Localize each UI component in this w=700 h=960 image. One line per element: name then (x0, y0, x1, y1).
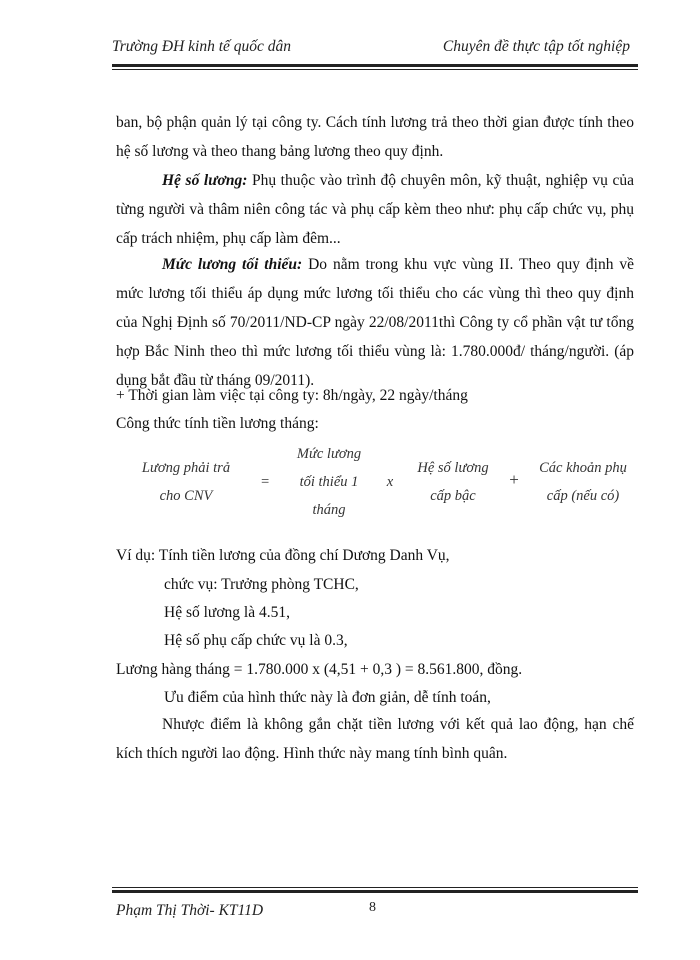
term-muc-luong-toi-thieu: Mức lương tối thiểu: (162, 256, 303, 273)
advantage-line: Ưu điểm của hình thức này là đơn giản, dễ tính toán, (164, 689, 491, 706)
paragraph-1: ban, bộ phận quản lý tại công ty. Cách tính lương trả theo thời gian được tính theo hệ số lương và theo thang bảng lương theo quy định. (116, 114, 634, 160)
work-time-line: + Thời gian làm việc tại công ty: 8h/ngày, 22 ngày/tháng (116, 387, 468, 404)
formula-lhs (124, 454, 248, 510)
text-muc-luong-toi-thieu: Do nằm trong khu vực vùng II. Theo quy định về mức lương tối thiểu áp dụng mức lương tối thiểu cho các vùng thì theo quy định của Nghị Định số 70/2011/ND-CP ngày 22/08/2011thì Công ty cổ phần vật tư tổng hợp Bắc Ninh theo thì mức lương tối thiểu vùng là: 1.780.000đ/ tháng/người. (áp dụng bắt đầu từ tháng 09/2011). (116, 256, 634, 389)
header-left: Trường ĐH kinh tế quốc dân (112, 38, 292, 55)
formula-term-3-line-2: cấp (nếu có) (546, 488, 620, 504)
footer-rule-thick (112, 890, 638, 893)
paragraph-he-so-luong (116, 166, 634, 253)
formula-equals: = (260, 474, 270, 490)
formula-term-1-line-1: Mức lương (296, 446, 362, 462)
formula-term-3-line-1: Các khoản phụ (539, 460, 627, 476)
formula-term-min-wage (284, 440, 374, 524)
page-number: 8 (369, 900, 376, 915)
formula-times: x (386, 474, 394, 490)
formula-term-2-line-2: cấp bậc (430, 488, 476, 504)
header-right: Chuyên đề thực tập tốt nghiệp (442, 38, 630, 55)
header-rule-thick (112, 64, 638, 67)
example-position: chức vụ: Trưởng phòng TCHC, (164, 576, 359, 593)
footer-rule-thin (112, 887, 638, 888)
term-he-so-luong: Hệ số lương: (162, 172, 248, 189)
formula-lhs-line-1: Lương phải trả (141, 460, 231, 476)
formula-term-coef (404, 454, 502, 510)
header-rule-thin (112, 69, 638, 70)
formula-term-allowance (526, 454, 640, 510)
example-result: Lương hàng tháng = 1.780.000 x (4,51 + 0,3 ) = 8.561.800, đồng. (116, 661, 523, 678)
example-coefficient: Hệ số lương là 4.51, (164, 604, 290, 621)
formula-term-2-line-1: Hệ số lương (417, 460, 489, 476)
page-header (112, 38, 638, 56)
footer-author: Phạm Thị Thời- KT11D (116, 902, 264, 919)
example-allowance: Hệ số phụ cấp chức vụ là 0.3, (164, 632, 348, 649)
disadvantage-paragraph: Nhược điểm là không gắn chặt tiền lương với kết quả lao động, hạn chế kích thích người lao động. Hình thức này mang tính bình quân. (116, 716, 634, 762)
text-he-so-luong: Phụ thuộc vào trình độ chuyên môn, kỹ thuật, nghiệp vụ của từng người và thâm niên công tác và phụ cấp kèm theo như: phụ cấp chức vụ, phụ cấp trách nhiệm, phụ cấp làm đêm... (116, 172, 634, 247)
formula-term-1-line-3: tháng (312, 502, 346, 518)
formula-title: Công thức tính tiền lương tháng: (116, 415, 319, 432)
formula-lhs-line-2: cho CNV (159, 488, 213, 504)
example-intro: Ví dụ: Tính tiền lương của đồng chí Dương Danh Vụ, (116, 547, 450, 564)
formula-term-1-line-2: tối thiểu 1 (299, 474, 359, 490)
paragraph-muc-luong-toi-thieu (116, 250, 634, 395)
formula-plus: + (509, 470, 519, 489)
